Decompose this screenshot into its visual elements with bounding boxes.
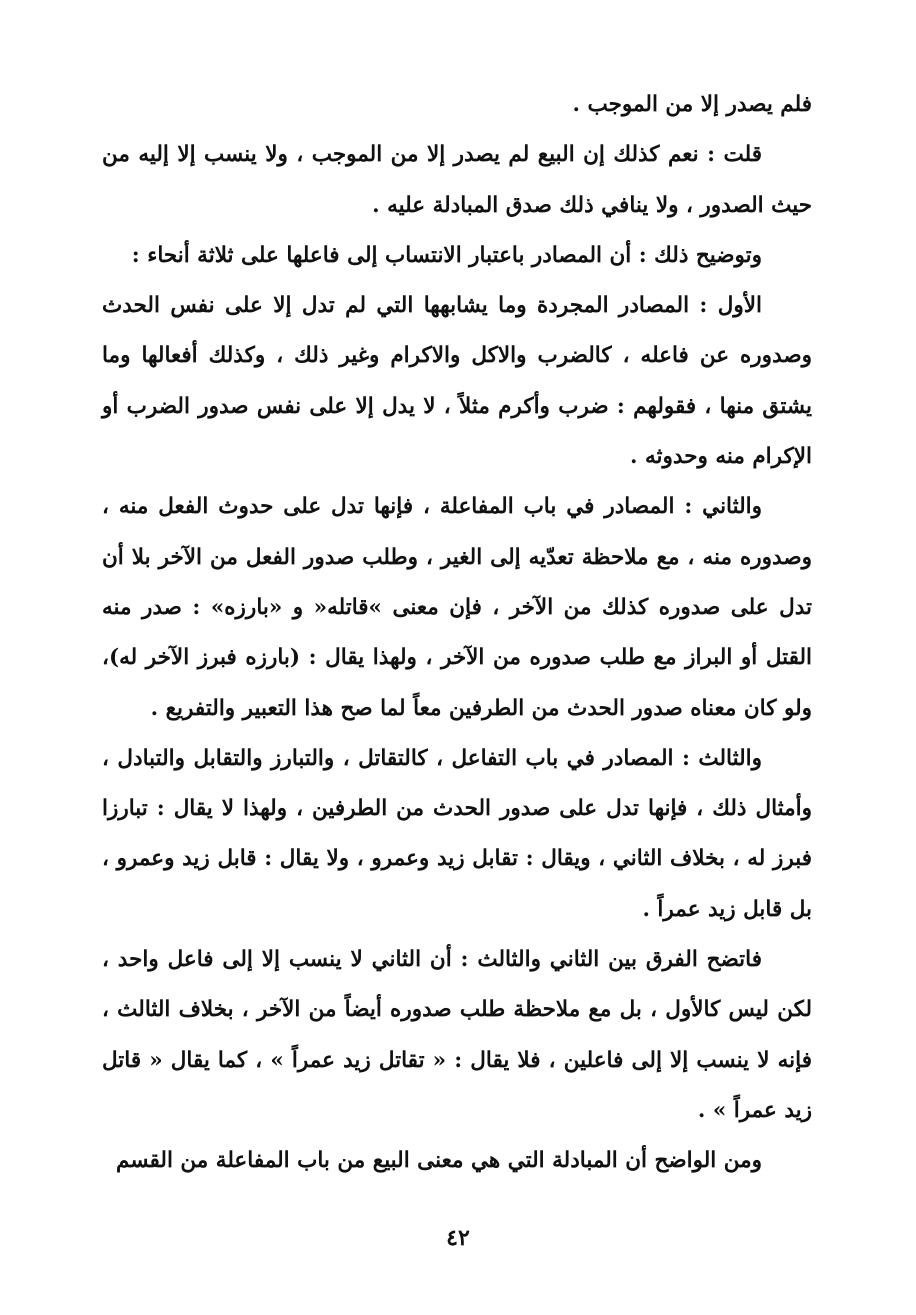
paragraph-clarification: وتوضيح ذلك : أن المصادر باعتبار الانتساب إلى فاعلها على ثلاثة أنحاء : xyxy=(131,242,762,268)
paragraph-conclusion: ومن الواضح أن المبادلة التي هي معنى البيع من باب المفاعلة من القسم xyxy=(116,1148,762,1174)
paragraph-second-type: والثاني : المصادر في باب المفاعلة ، فإنها تدل على حدوث الفعل منه ، وصدوره منه ، مع ملاحظة تعدّيه إلى الغير ، وطلب صدور الفعل من الآخر بلا أن تدل على صدوره كذلك من الآخر ، فإن معنى »قاتله« و «بارزه» : صدر منه القتل أو البراز مع طلب صدوره من الآخر ، ولهذا يقال : (بارزه فبرز الآخر له)، ولو كان معناه صدور الحدث من الطرفين معاً لما صح هذا التعبير والتفريع . xyxy=(102,494,812,721)
paragraph-difference: فاتضح الفرق بين الثاني والثالث : أن الثاني لا ينسب إلا إلى فاعل واحد ، لكن ليس كالأول ، بل مع ملاحظة طلب صدوره أيضاً من الآخر ، بخلاف الثالث ، فإنه لا ينسب إلا إلى فاعلين ، فلا يقال : « تقاتل زيد عمراً » ، كما يقال « قاتل زيد عمراً » . xyxy=(102,947,812,1123)
paragraph-first-type: الأول : المصادر المجردة وما يشابهها التي لم تدل إلا على نفس الحدث وصدوره عن فاعله ، كالضرب والاكل والاكرام وغير ذلك ، وكذلك أفعالها وما يشتق منها ، فقولهم : ضرب وأكرم مثلاً ، لا يدل إلا على نفس صدور الضرب أو الإكرام منه وحدوثه . xyxy=(102,293,812,470)
page-number: ٤٢ xyxy=(446,1225,470,1251)
paragraph-continuation: فلم يصدر إلا من الموجب . xyxy=(572,92,812,117)
paragraph-third-type: والثالث : المصادر في باب التفاعل ، كالتقاتل ، والتبارز والتقابل والتبادل ، وأمثال ذلك ، فإنها تدل على صدور الحدث من الطرفين ، ولهذا لا يقال : تبارزا فبرز له ، بخلاف الثاني ، ويقال : تقابل زيد وعمرو ، ولا يقال : قابل زيد وعمرو ، بل قابل زيد عمراً . xyxy=(102,745,813,922)
body-text xyxy=(102,80,812,1187)
paragraph-reply: قلت : نعم كذلك إن البيع لم يصدر إلا من الموجب ، ولا ينسب إلا إليه من حيث الصدور ، ولا ينافي ذلك صدق المبادلة عليه . xyxy=(102,142,812,218)
